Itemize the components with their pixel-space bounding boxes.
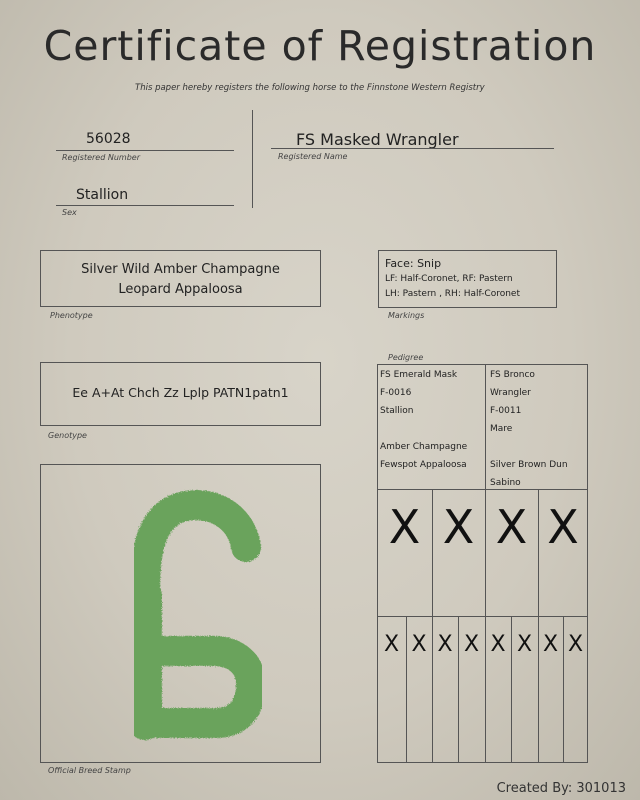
genotype-label: Genotype bbox=[48, 431, 87, 440]
parent-1-name: FS Emerald Mask bbox=[380, 370, 458, 380]
parent-1-id: F-0016 bbox=[380, 388, 412, 398]
parent-2-sex: Mare bbox=[490, 424, 513, 434]
great-grandparent-7-unknown: X bbox=[542, 632, 559, 657]
registered-number-value: 56028 bbox=[86, 131, 131, 147]
parent-1-sex: Stallion bbox=[380, 406, 414, 416]
pedigree-parent-1 bbox=[380, 366, 484, 474]
pedigree-row-divider-2 bbox=[377, 616, 588, 617]
grandparent-4-unknown: X bbox=[547, 500, 579, 554]
pedigree-label: Pedigree bbox=[388, 353, 424, 362]
stamp-box bbox=[40, 464, 321, 763]
markings-box bbox=[378, 250, 557, 308]
phenotype-box bbox=[40, 250, 321, 307]
pedigree-parent-divider bbox=[485, 364, 486, 763]
certificate-title: Certificate of Registration bbox=[43, 22, 597, 70]
grandparent-3-unknown: X bbox=[495, 500, 528, 554]
markings-hind-legs: LH: Pastern , RH: Half-Coronet bbox=[385, 289, 520, 299]
great-grandparent-4-unknown: X bbox=[463, 632, 480, 657]
sex-value: Stallion bbox=[76, 187, 129, 203]
grandparent-2-unknown: X bbox=[442, 500, 475, 554]
pedigree-parent-2 bbox=[490, 366, 586, 492]
parent-2-color-2: Sabino bbox=[490, 478, 521, 488]
parent-2-id: F-0011 bbox=[490, 406, 522, 416]
great-grandparent-5-unknown: X bbox=[490, 632, 506, 657]
certificate-subtitle: This paper hereby registers the following horse to the Finnstone Western Registry bbox=[135, 83, 485, 93]
markings-label: Markings bbox=[388, 311, 425, 320]
registered-name-value: FS Masked Wrangler bbox=[296, 130, 459, 149]
registered-number-label: Registered Number bbox=[62, 153, 140, 162]
grandparent-1-unknown: X bbox=[388, 500, 421, 554]
genotype-value: Ee A+At Chch Zz Lplp PATN1patn1 bbox=[72, 385, 289, 400]
stamp-label: Official Breed Stamp bbox=[48, 766, 131, 775]
phenotype-line-2: Leopard Appaloosa bbox=[118, 282, 243, 297]
markings-front-legs: LF: Half-Coronet, RF: Pastern bbox=[385, 274, 513, 284]
phenotype-label: Phenotype bbox=[50, 311, 93, 320]
markings-face: Face: Snip bbox=[385, 257, 442, 270]
great-grandparent-3-unknown: X bbox=[437, 632, 453, 657]
great-grandparent-6-unknown: X bbox=[516, 632, 533, 657]
great-grandparent-1-unknown: X bbox=[383, 632, 400, 657]
registered-name-label: Registered Name bbox=[278, 152, 348, 161]
registered-name-underline bbox=[271, 148, 554, 149]
parent-1-color-2: Fewspot Appaloosa bbox=[380, 460, 467, 470]
great-grandparent-2-unknown: X bbox=[411, 632, 427, 657]
parent-2-name-line-2: Wrangler bbox=[490, 388, 531, 398]
breed-stamp-logo bbox=[41, 465, 320, 762]
parent-1-color-1: Amber Champagne bbox=[380, 442, 468, 452]
header-divider bbox=[252, 110, 253, 208]
parent-2-name-line-1: FS Bronco bbox=[490, 370, 535, 380]
creator-credit: Created By: 301013 bbox=[496, 781, 626, 796]
great-grandparent-8-unknown: X bbox=[567, 632, 584, 657]
parent-2-color-1: Silver Brown Dun bbox=[490, 460, 568, 470]
sex-underline bbox=[56, 205, 234, 206]
sex-label: Sex bbox=[62, 208, 77, 217]
phenotype-line-1: Silver Wild Amber Champagne bbox=[81, 262, 280, 277]
registered-number-underline bbox=[56, 150, 234, 151]
genotype-box bbox=[40, 362, 321, 426]
